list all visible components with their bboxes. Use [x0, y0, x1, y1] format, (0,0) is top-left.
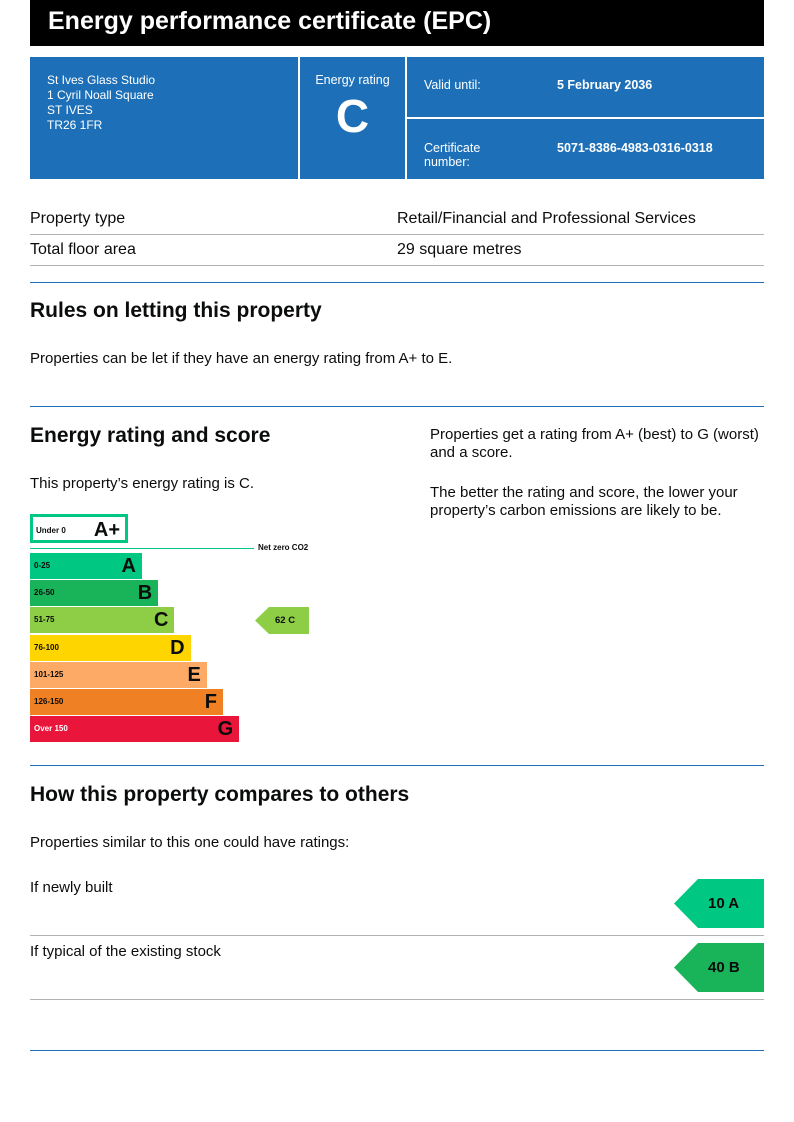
section-divider: [30, 1050, 764, 1051]
divider: [30, 999, 764, 1000]
section-divider: [30, 765, 764, 766]
comparison-badge-typical: [674, 943, 764, 992]
energy-rating-letter: C: [335, 90, 370, 142]
floor-area-value: 29 square metres: [397, 241, 522, 258]
valid-until-panel: [407, 57, 764, 117]
letting-heading: Rules on letting this property: [30, 299, 322, 322]
address-line: ST IVES: [47, 103, 93, 117]
floor-area-label: Total floor area: [30, 241, 136, 258]
divider: [30, 234, 764, 235]
address-panel: [30, 57, 298, 179]
band-letter: B: [137, 582, 153, 605]
current-rating-arrow: [255, 607, 309, 634]
rating-statement: This property’s energy rating is C.: [30, 475, 254, 492]
page-title: Energy performance certificate (EPC): [48, 7, 492, 35]
band-range: 101-125: [34, 669, 64, 679]
address-line: TR26 1FR: [47, 118, 103, 132]
band-letter: C: [153, 609, 169, 632]
band-range: 26-50: [34, 588, 55, 598]
band-range: Under 0: [36, 526, 66, 535]
letting-text: Properties can be let if they have an energy rating from A+ to E.: [30, 350, 453, 367]
band-letter: G: [217, 718, 234, 741]
band-letter: F: [204, 691, 217, 713]
energy-rating-panel: [300, 57, 405, 179]
rating-side-text-2: The better the rating and score, the lower your property’s carbon emissions are likely to be.: [430, 484, 738, 519]
band-e: [30, 662, 207, 688]
net-zero-line: [30, 548, 254, 549]
property-type-value: Retail/Financial and Professional Services: [397, 210, 696, 227]
band-d: [30, 635, 191, 661]
comparison-label-typical: If typical of the existing stock: [30, 943, 221, 960]
title-bar: [30, 0, 764, 46]
band-a: [30, 553, 142, 579]
property-type-label: Property type: [30, 210, 126, 227]
valid-until-label: Valid until:: [424, 78, 481, 92]
current-rating-label: 62 C: [275, 615, 296, 626]
band-range: 0-25: [34, 561, 51, 570]
divider: [30, 265, 764, 266]
comparison-badge-new: [674, 879, 764, 928]
badge-label: 40 B: [708, 959, 740, 976]
comparison-heading: How this property compares to others: [30, 783, 410, 806]
valid-until-value: 5 February 2036: [557, 78, 653, 92]
certificate-label: Certificate number:: [424, 141, 481, 169]
section-divider: [30, 406, 764, 407]
band-f: [30, 689, 223, 715]
net-zero-label: Net zero CO2: [258, 543, 309, 552]
band-range: Over 150: [34, 724, 68, 734]
address-line: 1 Cyril Noall Square: [47, 88, 154, 102]
address: [47, 73, 155, 133]
rating-side-text-1: Properties get a rating from A+ (best) to G (worst) and a score.: [430, 426, 759, 461]
comparison-intro: Properties similar to this one could have ratings:: [30, 834, 350, 851]
band-range: 51-75: [34, 615, 55, 625]
band-letter: A: [121, 555, 136, 577]
energy-rating-label: Energy rating: [315, 73, 390, 87]
band-b: [30, 580, 158, 606]
band-c: [30, 607, 174, 633]
section-divider: [30, 282, 764, 283]
certificate-panel: [407, 119, 764, 179]
band-letter: E: [187, 663, 201, 686]
certificate-number: 5071-8386-4983-0316-0318: [557, 141, 713, 155]
rating-heading: Energy rating and score: [30, 424, 271, 447]
badge-label: 10 A: [708, 895, 740, 912]
divider: [30, 935, 764, 936]
address-line: St Ives Glass Studio: [47, 73, 156, 87]
band-range: 76-100: [34, 642, 59, 652]
band-letter: D: [170, 636, 185, 659]
band-range: 126-150: [34, 697, 64, 706]
band-g: [30, 716, 239, 742]
band-a-plus: [30, 514, 128, 543]
comparison-label-new: If newly built: [30, 879, 113, 896]
band-letter: A+: [93, 519, 120, 541]
